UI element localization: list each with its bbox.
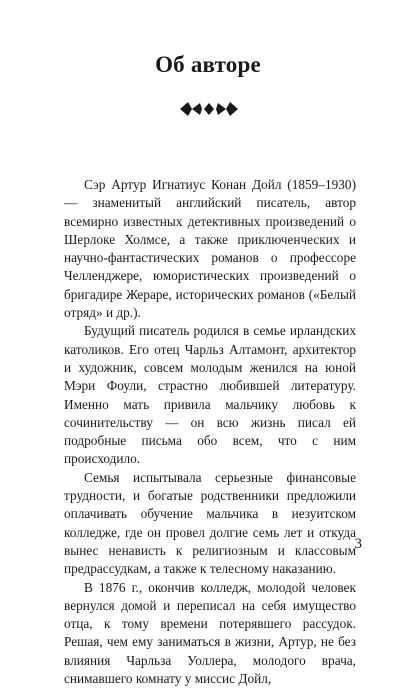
paragraph: Будущий писатель родился в семье ирландских католиков. Его отец Чарльз Алтамонт, архитектор и художник, совсем молодым женился на юной Мэри Фоули, страстно любившей литературу. Именно мать привила мальчику любовь к сочинительству — он всю жизнь писал ей подробные письма обо всем, что с ним происходило. [64,323,356,467]
decorative-divider-icon [178,97,240,121]
body-text [64,176,356,688]
page-number: 3 [354,536,362,552]
paragraph: В 1876 г., окончив колледж, молодой человек вернулся домой и переписал на себя имущество отца, к тому времени потерявшего рассудок. Решая, чем ему заниматься в жизни, Артур, не без влияния Чарльза Уоллера, молодого врача, снимавшего комнату у миссис Дойл, [64,579,356,687]
paragraph: Семья испытывала серьезные финансовые трудности, и богатые родственники предложили оплачивать обучение мальчика в иезуитском колледже, где он провел долгие семь лет и откуда вынес ненависть к религиозным и классовым предрассудкам, а также к телесному наказанию. [64,469,356,577]
paragraph: Сэр Артур Игнатиус Конан Дойл (1859–1930) — знаменитый английский писатель, автор всемирно известных детективных произведений о Шерлоке Холмсе, а также приключенческих и научно-фантастических романов о профессоре Челленджере, юмористических произведений о бригадире Жераре, исторических романов («Белый отряд» и др.). [64,177,356,321]
page-title: Об авторе [155,52,261,77]
